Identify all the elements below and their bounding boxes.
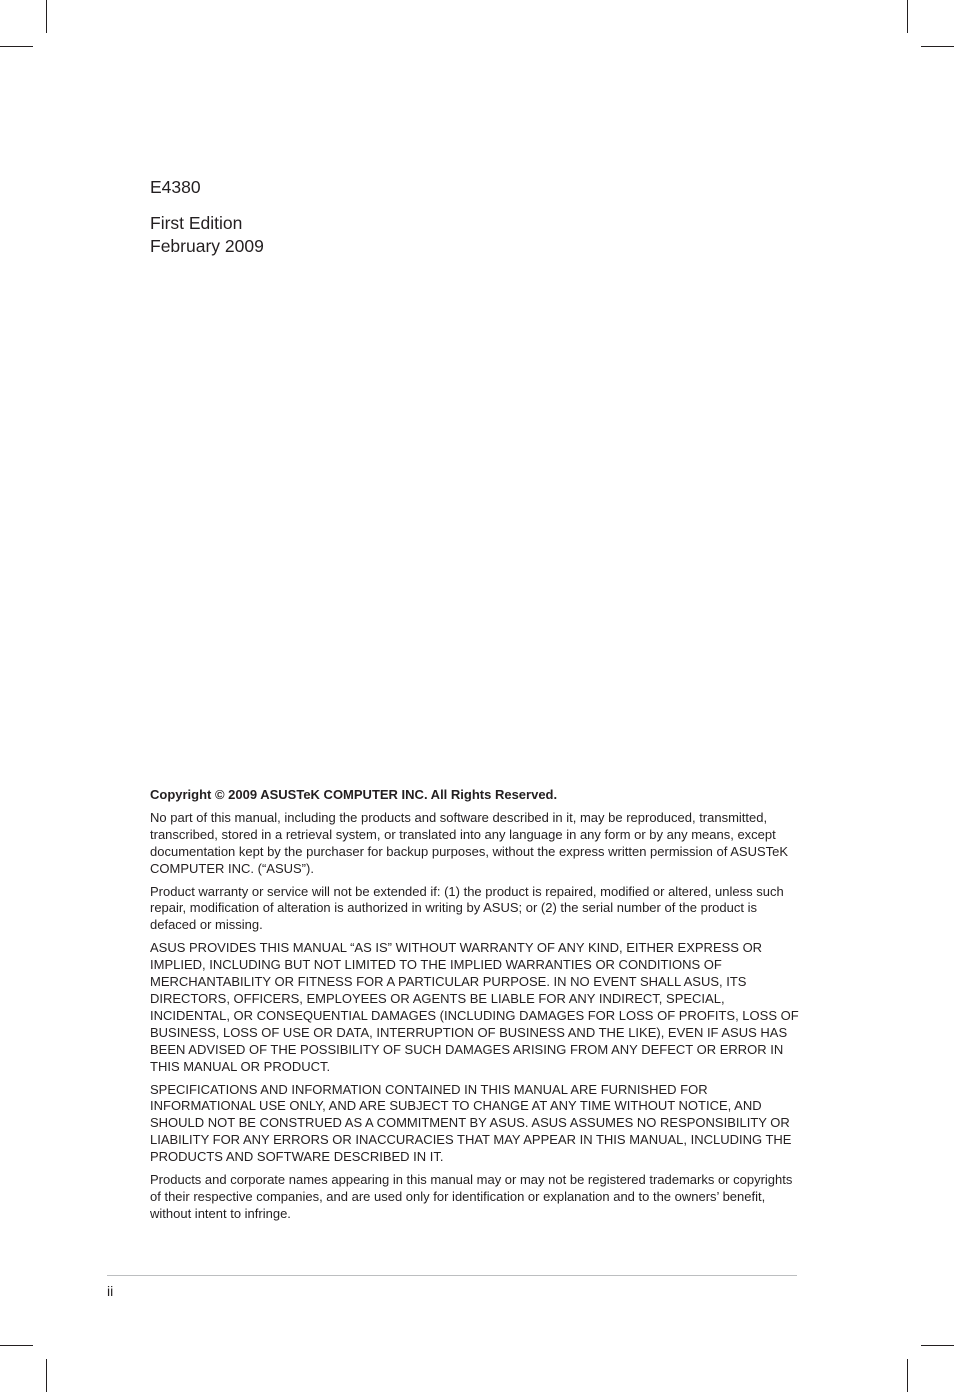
legal-notice	[150, 787, 800, 1229]
crop-mark-bottom-right-horizontal	[921, 1345, 954, 1346]
crop-mark-top-left-horizontal	[0, 46, 33, 47]
crop-mark-bottom-right-vertical	[907, 1359, 908, 1392]
legal-paragraph-reproduction: No part of this manual, including the products and software described in it, may be reproduced, transmitted, transcribed, stored in a retrieval system, or translated into any language in any form or by any means, except documentation kept by the purchaser for backup purposes, without the express written permission of ASUSTeK COMPUTER INC. (“ASUS”).	[150, 809, 789, 876]
edition: First Edition	[150, 213, 243, 233]
copyright-line: Copyright © 2009 ASUSTeK COMPUTER INC. All Rights Reserved.	[150, 787, 558, 802]
model-number: E4380	[150, 177, 201, 197]
page-number: ii	[107, 1283, 114, 1299]
document-header	[150, 176, 264, 258]
legal-paragraph-warranty: Product warranty or service will not be extended if: (1) the product is repaired, modified or altered, unless such repair, modification of alteration is authorized in writing by ASUS; or (2) the serial number of the product is defaced or missing.	[150, 883, 784, 933]
publication-date: February 2009	[150, 236, 264, 256]
crop-mark-top-right-vertical	[907, 0, 908, 33]
crop-mark-bottom-left-horizontal	[0, 1345, 33, 1346]
legal-paragraph-trademarks: Products and corporate names appearing in this manual may or may not be registered trademarks or copyrights of their respective companies, and are used only for identification or explanation and to the owners’ benefit, without intent to infringe.	[150, 1172, 793, 1221]
legal-paragraph-disclaimer: ASUS PROVIDES THIS MANUAL “AS IS” WITHOUT WARRANTY OF ANY KIND, EITHER EXPRESS OR IMPLIED, INCLUDING BUT NOT LIMITED TO THE IMPLIED WARRANTIES OR CONDITIONS OF MERCHANTABILITY OR FITNESS FOR A PARTICULAR PURPOSE. IN NO EVENT SHALL ASUS, ITS DIRECTORS, OFFICERS, EMPLOYEES OR AGENTS BE LIABLE FOR ANY INDIRECT, SPECIAL, INCIDENTAL, OR CONSEQUENTIAL DAMAGES (INCLUDING DAMAGES FOR LOSS OF PROFITS, LOSS OF BUSINESS, LOSS OF USE OR DATA, INTERRUPTION OF BUSINESS AND THE LIKE), EVEN IF ASUS HAS BEEN ADVISED OF THE POSSIBILITY OF SUCH DAMAGES ARISING FROM ANY DEFECT OR ERROR IN THIS MANUAL OR PRODUCT.	[150, 940, 799, 1074]
crop-mark-bottom-left-vertical	[46, 1359, 47, 1392]
crop-mark-top-left-vertical	[46, 0, 47, 33]
footer-divider	[107, 1275, 797, 1276]
legal-paragraph-specifications: SPECIFICATIONS AND INFORMATION CONTAINED IN THIS MANUAL ARE FURNISHED FOR INFORMATIONAL USE ONLY, AND ARE SUBJECT TO CHANGE AT ANY TIME WITHOUT NOTICE, AND SHOULD NOT BE CONSTRUED AS A COMMITMENT BY ASUS. ASUS ASSUMES NO RESPONSIBILITY OR LIABILITY FOR ANY ERRORS OR INACCURACIES THAT MAY APPEAR IN THIS MANUAL, INCLUDING THE PRODUCTS AND SOFTWARE DESCRIBED IN IT.	[150, 1081, 792, 1165]
crop-mark-top-right-horizontal	[921, 46, 954, 47]
